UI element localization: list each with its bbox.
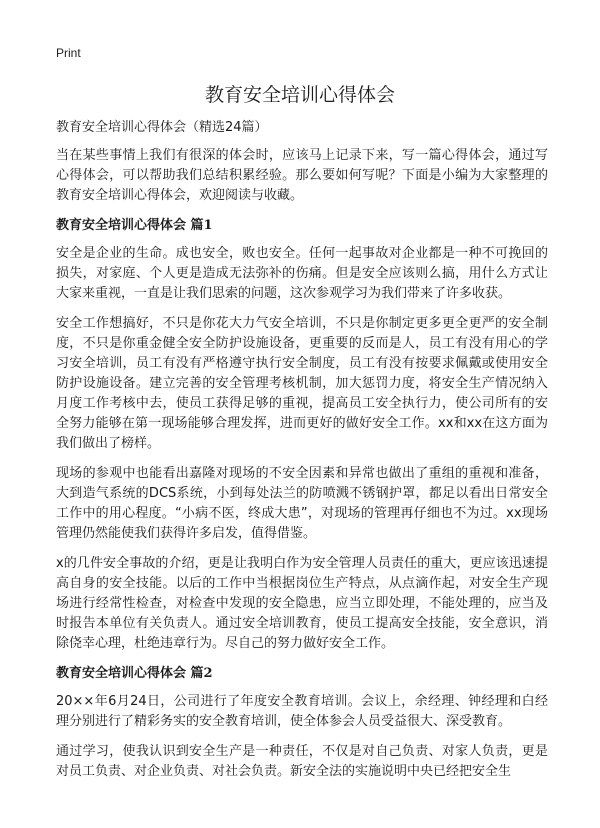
section-1-paragraph-3: 现场的参观中也能看出嘉隆对现场的不安全因素和异常也做出了重组的重视和准备，大到造气系统的DCS系统，小到每处法兰的防喷溅不锈钢护罩，都足以看出日常安全工作中的用心程度。“小病不医，终成大患”，对现场的管理再仔细也不为过。xx现场管理仍然能使我们获得许多启发，值得借鉴。 — [56, 466, 548, 541]
document-subtitle: 教育安全培训心得体会（精选24篇） — [56, 120, 268, 135]
page-title: 教育安全培训心得体会 — [204, 84, 395, 106]
section-1-paragraph-1: 安全是企业的生命。成也安全，败也安全。任何一起事故对企业都是一种不可挽回的损失，对家庭、个人更是造成无法弥补的伤痛。但是安全应该则么搞，用什么方式让大家来重视，一直是让我们思索的问题，这次参观学习为我们带来了许多收获。 — [56, 246, 548, 301]
section-2-paragraph-1: 20××年6月24日，公司进行了年度安全教育培训。会议上，余经理、钟经理和白经理分别进行了精彩务实的安全教育培训，使全体参会人员受益很大、深受教育。 — [56, 694, 548, 729]
section-2-paragraph-2: 通过学习，使我认识到安全生产是一种责任，不仅是对自己负责、对家人负责，更是对员工负责、对企业负责、对社会负责。新安全法的实施说明中央已经把安全生 — [56, 744, 548, 779]
section-1-paragraph-4: x的几件安全事故的介绍，更是让我明白作为安全管理人员责任的重大，更应该迅速提高自身的安全技能。以后的工作中当根据岗位生产特点，从点滴作起，对安全生产现场进行经常性检查，对检查中发现的安全隐患，应当立即处理，不能处理的，应当及时报告本单位有关负责人。通过安全培训教育，使员工提高安全技能，安全意识，消除侥幸心理，杜绝违章行为。尽自己的努力做好安全工作。 — [56, 556, 548, 651]
section-1-paragraph-2: 安全工作想搞好，不只是你花大力气安全培训，不只是你制定更多更全更严的安全制度，不只是你重金健全安全防护设施设备，更重要的反而是人，员工有没有用心的学习安全培训，员工有没有严格遵守执行安全制度，员工有没有按要求佩戴或使用安全防护设施设备。建立完善的安全管理考核机制，加大惩罚力度，将安全生产情况纳入月度工作考核中去，使员工获得足够的重视，提高员工安全执行力，使公司所有的安全努力能够在第一现场能够合理发挥，进而更好的做好安全工作。xx和xx在这方面为我们做出了榜样。 — [56, 316, 548, 451]
document-body — [56, 118, 548, 792]
section-heading-2: 教育安全培训心得体会 篇2 — [56, 666, 213, 681]
print-link[interactable]: Print — [56, 46, 81, 60]
intro-paragraph: 当在某些事情上我们有很深的体会时，应该马上记录下来，写一篇心得体会，通过写心得体会，可以帮助我们总结积累经验。那么要如何写呢？下面是小编为大家整理的教育安全培训心得体会，欢迎阅读与收藏。 — [56, 148, 548, 203]
section-heading-1: 教育安全培训心得体会 篇1 — [56, 218, 213, 233]
